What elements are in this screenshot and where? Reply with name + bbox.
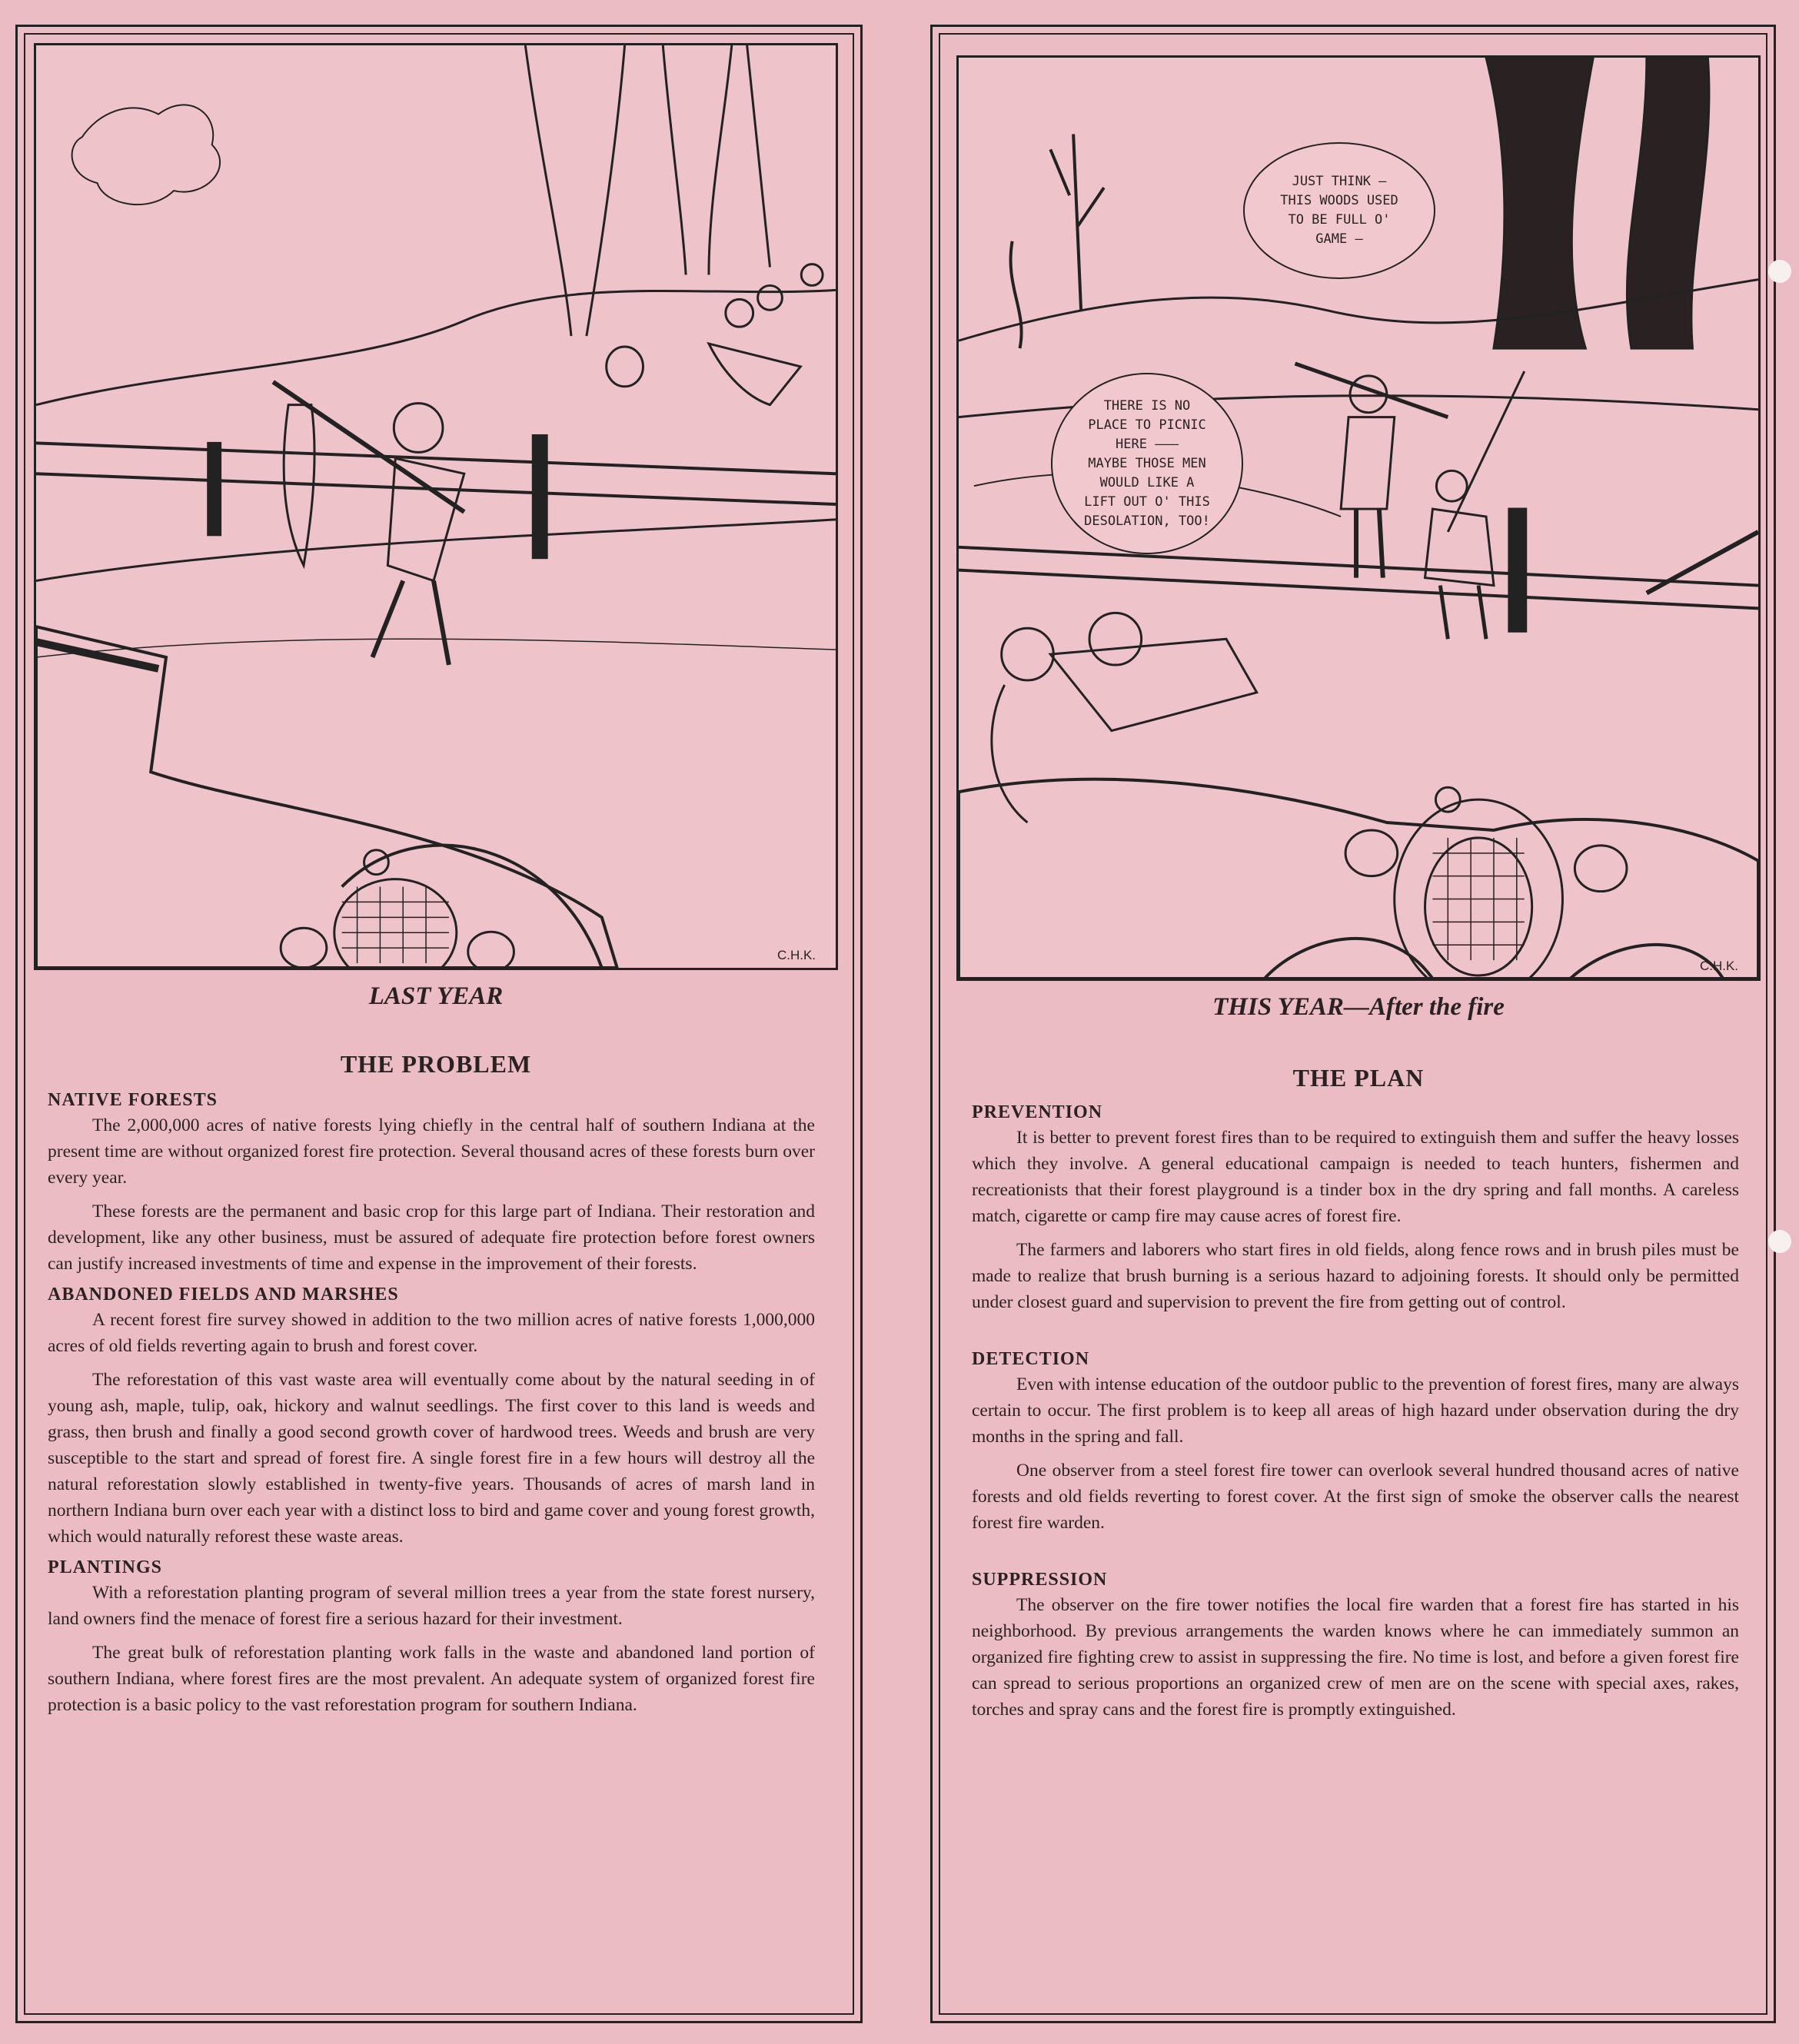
- native-forests-para-1: The 2,000,000 acres of native forests lying chiefly in the central half of southern Indiana at the present time are without organized forest fire protection. Several thousand acres of these forests burn over every year.: [48, 1115, 815, 1188]
- this-year-caption: THIS YEAR—After the fire: [1212, 993, 1505, 1021]
- suppression-heading: SUPPRESSION: [972, 1570, 1108, 1590]
- problem-text: [48, 1090, 815, 1718]
- prevention-para-1: It is better to prevent forest fires than to be required to extinguish them and suffer the heavy losses which they involve. A general educational campaign is needed to teach hunters, fishermen and recreationists that their forest playground is a tinder box in the dry spring and fall months. A careless match, cigarette or camp fire may cause acres of forest fire.: [972, 1128, 1739, 1226]
- plantings-heading: PLANTINGS: [48, 1557, 163, 1577]
- plantings-para-1: With a reforestation planting program of several million trees a year from the state forest nursery, land owners find the menace of forest fire a serious hazard for their investment.: [48, 1583, 815, 1629]
- prevention-heading: PREVENTION: [972, 1102, 1103, 1122]
- speech-bubble-picnic-text: THERE IS NO PLACE TO PICNIC HERE ——— MAYBE THOSE MEN WOULD LIKE A LIFT OUT O' THIS DESOLATION, TOO!: [1084, 397, 1210, 529]
- suppression-para-1: The observer on the fire tower notifies the local fire warden that a forest fire has started in his neighborhood. By previous arrangements the warden knows where he can immediately summon an organized fire fighting crew to assist in suppressing the fire. No time is lost, and before a given forest fire can spread to serious proportions an organized crew of men are on the scene with special axes, rakes, torches and spray cans and the forest fire is promptly extinguished.: [972, 1595, 1739, 1720]
- last-year-cartoon: [34, 43, 838, 970]
- detection-heading: DETECTION: [972, 1349, 1090, 1369]
- cartoon-signature: C.H.K.: [1699, 959, 1738, 973]
- native-forests-para-2: These forests are the permanent and basic crop for this large part of Indiana. Their restoration and development, like any other business, must be assured of adequate fire protection before forest owners can justify increased investments of time and expense in the improvement of their forests.: [48, 1201, 815, 1274]
- detection-para-1: Even with intense education of the outdoor public to the prevention of forest fires, many are always certain to occur. The first problem is to keep all areas of high hazard under observation during the dry months in the spring and fall.: [972, 1374, 1739, 1447]
- plan-title: THE PLAN: [1292, 1064, 1425, 1092]
- plan-text: [972, 1102, 1739, 1723]
- abandoned-fields-heading: ABANDONED FIELDS AND MARSHES: [48, 1285, 399, 1305]
- this-year-cartoon: [956, 55, 1761, 981]
- prevention-para-2: The farmers and laborers who start fires in old fields, along fence rows and in brush piles must be made to realize that brush burning is a serious hazard to adjoining forests. It should only be permitted under closest guard and supervision to prevent the fire from getting out of control.: [972, 1240, 1739, 1312]
- binding-hole-top: [1768, 260, 1791, 283]
- last-year-caption: LAST YEAR: [368, 982, 504, 1010]
- detection-para-2: One observer from a steel forest fire tower can overlook several hundred thousand acres of native forests and old fields reverting to forest cover. At the first sign of smoke the observer calls the nearest forest fire warden.: [972, 1461, 1739, 1533]
- speech-bubble-game-text: JUST THINK — THIS WOODS USED TO BE FULL O' GAME —: [1280, 174, 1398, 247]
- abandoned-fields-para-2: The reforestation of this vast waste area will eventually come about by the natural seeding in of young ash, maple, tulip, oak, hickory and walnut seedlings. The first cover to this land is weeds and grass, then brush and finally a good second growth cover of hardwood trees. Weeds and brush are very susceptible to the start and spread of forest fire. A single forest fire in a few hours will destroy all the natural reforestation slowly established in twenty-five years. Thousands of acres of marsh land in northern Indiana burn over each year with a distinct loss to bird and game cover and young forest growth, which would naturally reforest these waste areas.: [48, 1370, 815, 1547]
- last-year-drawing: [36, 45, 836, 968]
- cartoon-signature: C.H.K.: [776, 948, 816, 962]
- native-forests-heading: NATIVE FORESTS: [48, 1090, 218, 1110]
- problem-title: THE PROBLEM: [340, 1050, 532, 1078]
- binding-hole-bottom: [1768, 1230, 1791, 1253]
- plantings-para-2: The great bulk of reforestation planting work falls in the waste and abandoned land portion of southern Indiana, where forest fires are the most prevalent. An adequate system of organized forest fire protection is a basic policy to the vast reforestation program for southern Indiana.: [48, 1643, 815, 1715]
- speech-bubble-game: [1243, 142, 1435, 279]
- abandoned-fields-para-1: A recent forest fire survey showed in addition to the two million acres of native forests 1,000,000 acres of old fields reverting again to brush and forest cover.: [48, 1310, 815, 1356]
- speech-bubble-picnic: [1051, 373, 1243, 554]
